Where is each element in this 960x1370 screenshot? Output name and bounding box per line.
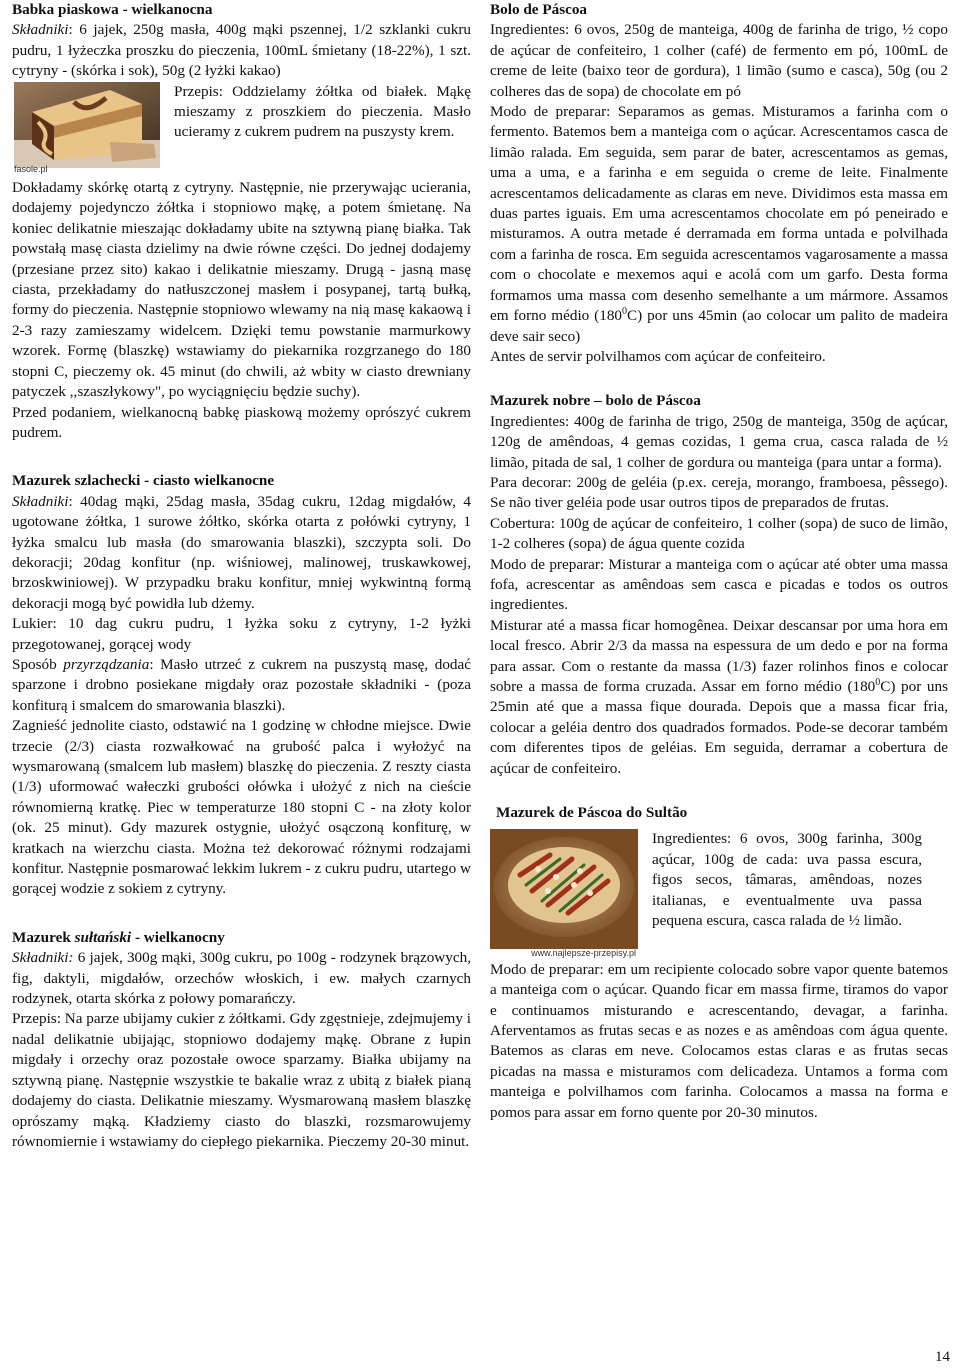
szlachecki-ingredients-text: : 40dag mąki, 25dag masła, 35dag cukru, 12dag migdałów, 4 ugotowane żółtka, 1 surowe żółtko, skórka otarta z połówki cytryny, 1 łyżka smalcu lub masła (do smarowania blaszki), szczypta soli. Do dekoracji; 20dag konfitur (np. wiśniowej, malinowej, truskawkowej, brzoskwiniowej). W przypadku braku konfitur, mniej wykwintną formą dekoracji mogą być powidła lub dżemy. bbox=[12, 492, 471, 612]
right-column bbox=[490, 0, 948, 1123]
szlachecki-method-label: Sposób bbox=[12, 655, 64, 673]
sultao-prep: Modo de preparar: em um recipiente colocado sobre vapor quente batemos a manteiga com o açúcar. Quando ficar em massa firme, tiramos do vapor e continuamos misturando e acrescentando, devagar, a farinha. Aferventamos as frutas secas e as nozes e as amêndoas com água quente. Batemos as claras em neve. Colocamos estas claras e as frutas secas picadas na massa e misturamos com delicadeza. Untamos a forma com manteiga e polvilhamos com farinha. Colocamos a massa na forma e pomos para assar em forno quente por 20-30 minutos. bbox=[490, 960, 948, 1121]
nobre-modo: Modo de preparar: Misturar a manteiga com o açúcar até obter uma massa fofa, acrescentar as amêndoas sem casca e picadas e todos os outros ingredientes. bbox=[490, 555, 948, 614]
babka-prep-steps: Dokładamy skórkę otartą z cytryny. Następnie, nie przerywając ucierania, dodajemy pojedynczo żółtka i stopniowo mąkę, a potem śmietanę. Na koniec delikatnie mieszając dokładamy ubite na sztywną pianę białka. Tak powstałą masę ciasta dzielimy na dwie równe części. Do jednej dodajemy (przesiane przez sito) kakao i delikatnie mieszamy. Drugą - jasną masę ciasta, przekładamy do natłuszczonej masłem i posypanej, tartą bułką, formy do pieczenia. Następnie stopniowo wlewamy na nią masę kakaową i 2-3 razy zamieszamy widelcem. Dzięki temu powstanie marmurkowy wzorek. Formę (blaszkę) wstawiamy do piekarnika rozgrzanego do 180 stopni C, pieczemy ok. 45 minut (do chwili, aż wbity w ciasto drewniany patyczek ,,szaszłykowy", po wyciągnięciu będzie suchy). bbox=[12, 179, 471, 401]
sultanski-ingredients bbox=[12, 948, 471, 1009]
nobre-steps-a: Misturar até a massa ficar homogênea. Deixar descansar por uma hora em local fresco. Abrir 2/3 da massa na espessura de um dedo e por na forma para assar. Com o restante da massa (1/3) fazer rolinhos finos e colocar sobre a massa de forma cruzada. Assar em forno médio (180 bbox=[490, 616, 948, 695]
nobre-ingredients: Ingredientes: 400g de farinha de trigo, 250g de manteiga, 350g de açúcar, 120g de amêndoas, 4 gemas cozidas, 1 gema crua, casca ralada de ½ limão, pitada de sal, 1 colher de gordura ou manteiga (para untar a forma). bbox=[490, 412, 948, 471]
szlachecki-steps: Zagnieść jednolite ciasto, odstawić na 1 godzinę w chłodne miejsce. Dwie trzecie (2/3) ciasta rozwałkować na grubość palca i wyłożyć na wysmarowaną (smalcem lub masłem) blaszkę do pieczenia. Z reszty ciasta (1/3) uformować wałeczki grubości ołówka i ułożyć z nich na cieście równomierną kratkę. Piec w temperaturze 180 stopni C - na złoty kolor (ok. 25 minut). Gdy mazurek ostygnie, ułożyć osączoną konfiturę, w kratkach na wierzchu ciasta. Można też dekorować różnymi rodzajami konfitur. Następnie posmarować lekkim lukrem - z cukru pudru, utartego w gorącej wodzie z sokiem z cytryny. bbox=[12, 717, 471, 898]
bolo-title: Bolo de Páscoa bbox=[490, 1, 588, 18]
nobre-steps-b: C) por uns 25min até que a massa fique dourada. Depois que a massa ficar fria, colocar a geléia dentro dos quadrados formados. Pode-se decorar também com diferentes tipos de geléias. Em seguida, derramar a cobertura de açúcar de confeiteiro. bbox=[490, 678, 948, 777]
nobre-cobertura: Cobertura: 100g de açúcar de confeiteiro, 1 colher (sopa) de suco de limão, 1-2 colheres (sopa) de água quente cozida bbox=[490, 514, 948, 553]
sultanski-title-a: Mazurek bbox=[12, 928, 75, 946]
bolo-ingredients: Ingredientes: 6 ovos, 250g de manteiga, 400g de farinha de trigo, ½ copo de açúcar de confeiteiro, 1 colher (café) de fermento em pó, 100mL de creme de leite (baixo teor de gordura), 1 limão (sumo e casca), 50g (ou 2 colheres das de sopa) de chocolate em pó bbox=[490, 21, 948, 100]
babka-title: Babka piaskowa - wielkanocna bbox=[12, 1, 213, 18]
szlachecki-ingredients bbox=[12, 492, 471, 614]
marble-cake-photo bbox=[14, 82, 160, 168]
sultao-image bbox=[490, 829, 638, 958]
bolo-prep-end: C) por uns 45min (ao colocar um palito de madeira deve sair seco) bbox=[490, 307, 948, 345]
nobre-decor: Para decorar: 200g de geléia (p.ex. cereja, morango, framboesa, pêssego). Se não tiver geléia pode usar outros tipos de preparados de frutas. bbox=[490, 473, 948, 512]
szlachecki-method-text: : Masło utrzeć z cukrem na puszystą masę, dodać sparzone i drobno posiekane migdały oraz pozostałe składniki - (poza konfiturą i smalcem do smarowania blaszki). bbox=[12, 655, 472, 714]
szlachecki-ingredients-label: Składniki bbox=[12, 492, 69, 510]
sultanski-title-b: sułtański bbox=[74, 928, 132, 946]
babka-ingredients-text: : 6 jajek, 250g masła, 400g mąki pszennej, 1/2 szklanki cukru pudru, 1 łyżeczka proszku do pieczenia, 100mL śmietany (18-22%), 1 szt. cytryny - (skórka i sok), 50g (2 łyżki kakao) bbox=[12, 21, 471, 80]
sultao-title: Mazurek de Páscoa do Sultão bbox=[496, 804, 688, 822]
sultanski-ingredients-label: Składniki: bbox=[12, 949, 74, 967]
nobre-steps-sup: 0 bbox=[875, 676, 881, 688]
sultao-ingredients: Ingredientes: 6 ovos, 300g farinha, 300g açúcar, 100g de cada: uva passa escura, figos secos, tâmaras, amêndoas, nozes italianas, e eventualmente uva passa pequena escura, casca ralada de ½ limão. bbox=[652, 830, 922, 930]
szlachecki-method-label-italic: przyrządzania bbox=[63, 655, 150, 673]
bolo-prep bbox=[490, 102, 948, 347]
babka-image-caption: fasole.pl bbox=[14, 164, 48, 175]
babka-image bbox=[14, 82, 160, 174]
szlachecki-method bbox=[12, 655, 471, 716]
babka-ingredients-label: Składniki bbox=[12, 21, 69, 39]
bolo-prep-text: Modo de preparar: Separamos as gemas. Misturamos a farinha com o fermento. Batemos bem a manteiga com o açúcar. Acrescentamos casca de limão ralada. Em seguida, sem parar de bater, acrescentamos as gemas, uma a uma, e a farinha e em seguida o creme de leite. Finalmente acrescentamos delicadamente as claras em neve. Dividimos esta massa em duas partes iguais. Em uma acrescentamos chocolate em pó peneirado e misturamos. A outra metade é derramada em forma untada e polvilhada com a farinha de rosca. Em seguida acrescentamos vagarosamente a massa com o chocolate e mexemos aqui e acolá com um garfo. Desta forma formamos uma massa com desenho semelhante a um mármore. Assamos em forno médio (180 bbox=[490, 103, 948, 325]
szlachecki-lukier: Lukier: 10 dag cukru pudru, 1 łyżka soku z cytryny, 1-2 łyżki przegotowanej, gorącej wody bbox=[12, 615, 471, 653]
sultanski-title bbox=[12, 928, 471, 948]
sultanski-prep: Przepis: Na parze ubijamy cukier z żółtkami. Gdy zgęstnieje, zdejmujemy i nadal delikatnie ubijając, stopniowo dodajemy mąkę. Obrane z łupin migdały i orzechy oraz pozostałe owoce sparzamy. Białka ubijamy na sztywną pianę. Następnie wszystkie te bakalie wraz z ubitą z białek pianą dodajemy do ciasta. Delikatnie mieszamy. Wysmarowaną masłem blaszkę oprószamy mąką. Kładziemy ciasto do blaszki, rozsmarowujemy równomiernie i wstawiamy do ciepłego piekarnika. Pieczemy 20-30 minut. bbox=[12, 1010, 471, 1150]
nobre-title: Mazurek nobre – bolo de Páscoa bbox=[490, 392, 701, 410]
left-column bbox=[12, 0, 471, 1152]
page-number: 14 bbox=[935, 1349, 950, 1365]
bolo-prep-sup: 0 bbox=[622, 306, 628, 318]
sultan-cake-photo bbox=[490, 829, 638, 949]
sultanski-title-c: - wielkanocny bbox=[131, 928, 225, 946]
babka-ingredients bbox=[12, 20, 471, 81]
bolo-serve: Antes de servir polvilhamos com açúcar de confeiteiro. bbox=[490, 347, 826, 365]
babka-serve: Przed podaniem, wielkanocną babkę piaskową możemy oprószyć cukrem pudrem. bbox=[12, 403, 471, 441]
sultanski-ingredients-text: 6 jajek, 300g mąki, 300g cukru, po 100g - rodzynek brązowych, fig, daktyli, migdałów, orzechów włoskich, i ew. małych czarnych rodzynek, otarta skórka z połowy pomarańczy. bbox=[12, 949, 471, 1008]
szlachecki-title: Mazurek szlachecki - ciasto wielkanocne bbox=[12, 472, 275, 490]
babka-prep-intro: Przepis: Oddzielamy żółtka od białek. Mąkę mieszamy z proszkiem do pieczenia. Masło ucieramy z cukrem pudrem na puszysty krem. bbox=[174, 82, 471, 141]
sultao-image-caption: www.najlepsze-przepisy.pl bbox=[531, 947, 636, 958]
nobre-steps bbox=[490, 616, 948, 779]
